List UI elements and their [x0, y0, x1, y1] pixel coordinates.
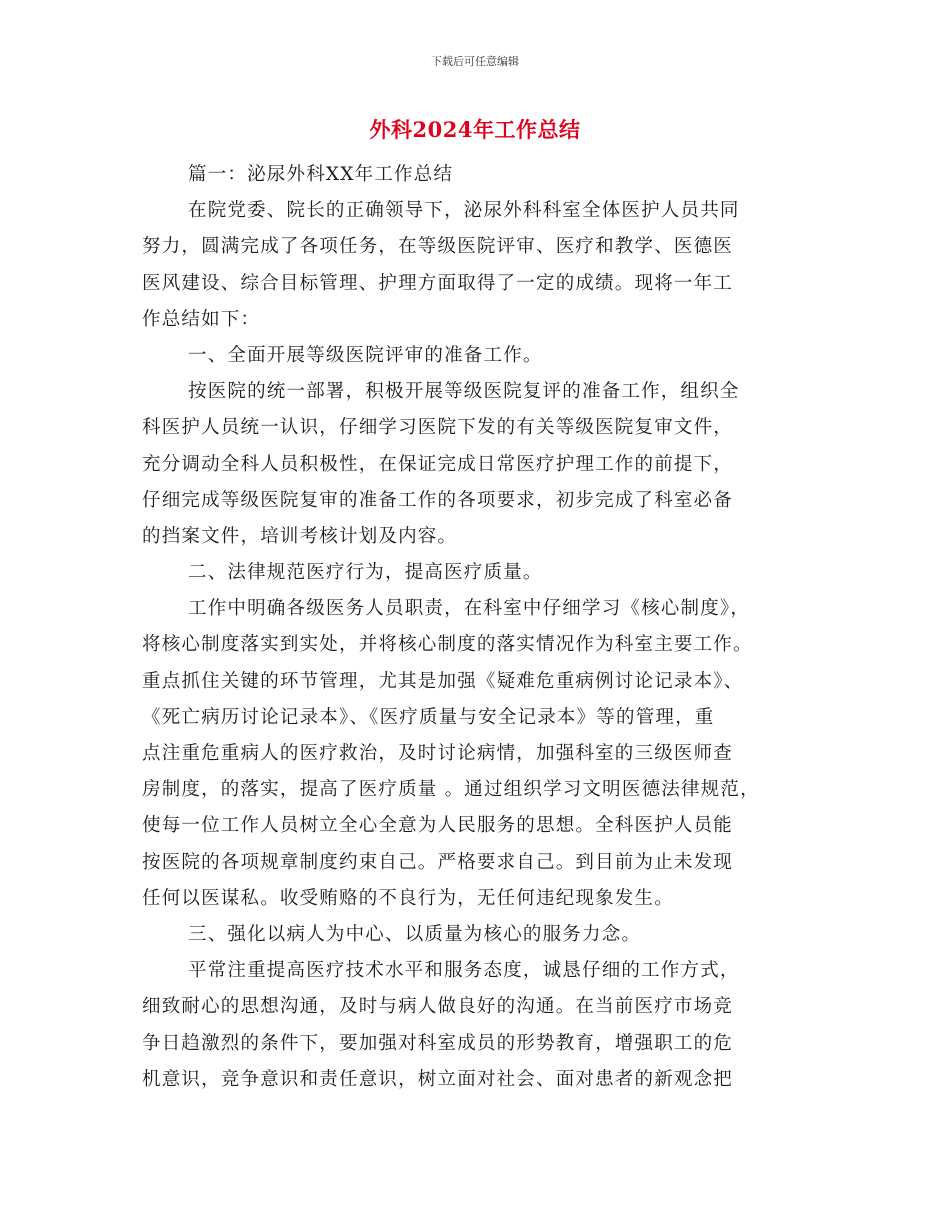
paragraph-line: 按医院的统一部署，积极开展等级医院复评的准备工作，组织全	[188, 381, 740, 403]
paragraph-line: 在院党委、院长的正确领导下，泌尿外科科室全体医护人员共同	[188, 200, 740, 222]
paragraph-line: 《死亡病历讨论记录本》、《医疗质量与安全记录本》等的管理，重	[142, 706, 715, 728]
paragraph-line: 将核心制度落实到实处，并将核心制度的落实情况作为科室主要工作。	[142, 634, 753, 656]
paragraph-line: 使每一位工作人员树立全心全意为人民服务的思想。全科医护人员能	[142, 815, 734, 837]
paragraph-line: 机意识，竞争意识和责任意识，树立面对社会、面对患者的新观念把	[142, 1068, 734, 1090]
paragraph-line: 细致耐心的思想沟通，及时与病人做良好的沟通。在当前医疗市场竞	[142, 996, 734, 1018]
paragraph-line: 作总结如下：	[142, 308, 261, 330]
section-heading: 篇一：泌尿外科XX年工作总结	[188, 164, 454, 185]
paragraph-line: 仔细完成等级医院复审的准备工作的各项要求，初步完成了科室必备	[142, 489, 734, 511]
paragraph-line: 的挡案文件，培训考核计划及内容。	[142, 525, 458, 547]
paragraph-line: 工作中明确各级医务人员职责，在科室中仔细学习《核心制度》，	[188, 598, 751, 620]
paragraph-line: 努力，圆满完成了各项任务，在等级医院评审、医疗和教学、医德医	[142, 236, 734, 258]
paragraph-line: 科医护人员统一认识，仔细学习医院下发的有关等级医院复审文件，	[142, 417, 734, 439]
section-heading: 一、全面开展等级医院评审的准备工作。	[188, 344, 543, 366]
document-title: 外科2024年工作总结	[369, 117, 581, 142]
paragraph-line: 按医院的各项规章制度约束自己。严格要求自己。到目前为止未发现	[142, 851, 734, 873]
header-note: 下载后可任意编辑	[431, 55, 519, 68]
section-heading: 三、强化以病人为中心、以质量为核心的服务力念。	[188, 923, 642, 945]
paragraph-line: 房制度，的落实，提高了医疗质量 。通过组织学习文明医德法律规范，	[142, 779, 760, 801]
document-body	[142, 157, 810, 1098]
paragraph-line: 充分调动全科人员积极性，在保证完成日常医疗护理工作的前提下，	[142, 453, 734, 475]
paragraph-line: 平常注重提高医疗技术水平和服务态度，诚恳仔细的工作方式，	[188, 960, 740, 982]
paragraph-line: 点注重危重病人的医疗救治，及时讨论病情，加强科室的三级医师查	[142, 743, 734, 764]
section-heading: 二、法律规范医疗行为，提高医疗质量。	[188, 562, 543, 584]
paragraph-line: 医风建设、综合目标管理、护理方面取得了一定的成绩。现将一年工	[142, 272, 734, 294]
paragraph-line: 争日趋激烈的条件下，要加强对科室成员的形势教育，增强职工的危	[142, 1032, 734, 1054]
paragraph-line: 任何以医谋私。收受贿赂的不良行为，无任何违纪现象发生。	[142, 887, 674, 909]
paragraph-line: 重点抓住关键的环节管理，尤其是加强《疑难危重病例讨论记录本》、	[142, 670, 744, 692]
